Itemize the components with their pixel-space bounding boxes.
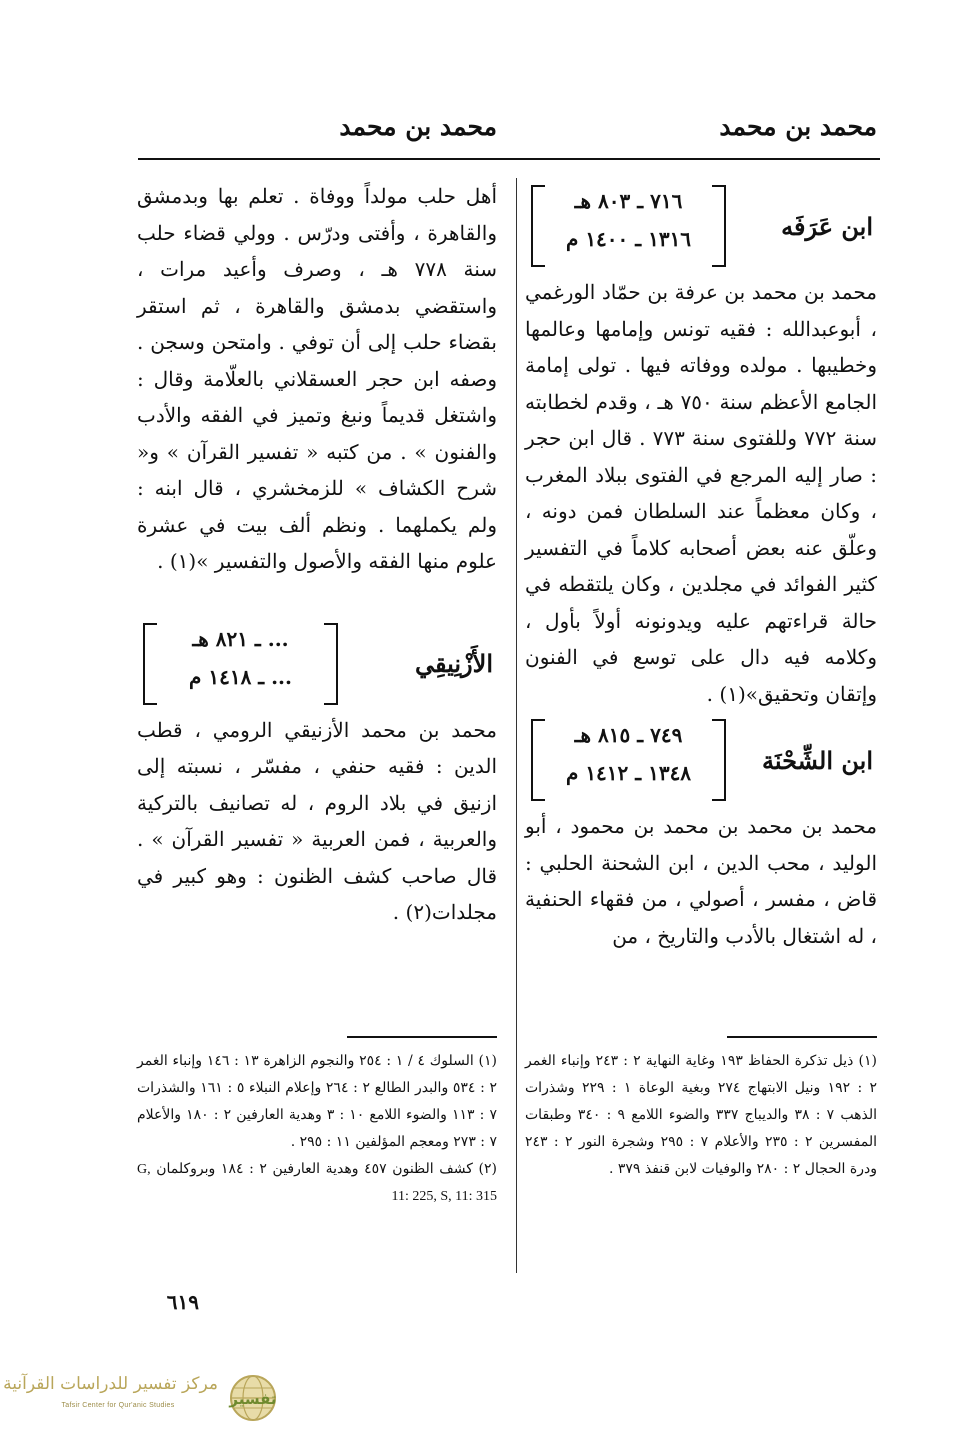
dates-hijri: ... ـ ٨٢١ هـ	[192, 626, 289, 651]
dates-bracket	[531, 719, 726, 801]
footnotes-right	[525, 1048, 877, 1183]
publisher-logo	[3, 1372, 290, 1424]
dates-bracket	[531, 185, 726, 267]
footnote-text: (٢) كشف الظنون ٤٥٧ وهدية العارفين ٢ : ١٨٤ وبروكلمان	[156, 1161, 497, 1177]
entry-name: ابن عَرَفَه	[781, 211, 873, 241]
footnote-latin-ref: G, 11: 225, S, 11: 315	[137, 1162, 497, 1204]
footnote: (١) ذيل تذكرة الحفاظ ١٩٣ وغاية النهاية ٢ : ٢٤٣ وإنباء الغمر ٢ : ١٩٢ ونيل الابتهاج ٢٧٤ وبغية الوعاة ١ : ٢٢٩ وشذرات الذهب ٧ : ٣٨ والديباج ٣٣٧ والضوء اللامع ٩ : ٣٤٠ وطبقات المفسرين ٢ : ٢٣٥ والأعلام ٧ : ٢٩٥ وشجرة النور ٢ : ٢٤٣ ودرة الحجال ٢ : ٢٨٠ والوفيات لابن قنفذ ٣٧٩ .	[525, 1053, 878, 1177]
dates-hijri: ٧٤٩ ـ ٨١٥ هـ	[574, 723, 683, 747]
running-header-left: محمد بن محمد	[339, 112, 497, 141]
entry-heading-ibn-arafa	[525, 178, 877, 274]
entry-name: الأَزْنِيقِي	[414, 649, 493, 678]
dates-gregorian: ١٣٤٨ ـ ١٤١٢ م	[565, 761, 692, 785]
bracket-right	[712, 719, 726, 801]
dates-gregorian: ١٣١٦ ـ ١٤٠٠ م	[565, 227, 692, 251]
page-number: ٦١٩	[166, 1290, 199, 1314]
logo-arabic-text: مركز تفسير للدراسات القرآنية	[3, 1374, 218, 1394]
dates-bracket	[143, 623, 338, 705]
globe-logo-icon	[218, 1372, 288, 1424]
bracket-right	[324, 623, 338, 705]
bracket-left	[531, 719, 545, 801]
bracket-left	[143, 623, 157, 705]
left-column	[137, 178, 497, 931]
entry-heading-ibn-shihna	[525, 712, 877, 808]
logo-english-text: Tafsir Center for Qur'anic Studies	[61, 1402, 175, 1409]
entry-heading-azniqi	[137, 616, 497, 712]
header-rule	[138, 158, 880, 160]
dates-hijri: ٧١٦ ـ ٨٠٣ هـ	[574, 189, 683, 213]
entry-text: محمد بن محمد بن عرفة بن حمّاد الورغمي ، أبوعبدالله : فقيه تونس وإمامها وعالمها وخطيبها . مولده ووفاته فيها . تولى إمامة الجامع الأعظم سنة ٧٥٠ هـ ، وقدم لخطابته سنة ٧٧٢ وللفتوى سنة ٧٧٣ . قال ابن حجر : صار إليه المرجع في الفتوى ببلاد المغرب ، وكان معظماً عند السلطان فمن دونه ، وعلّق عنه بعض أصحابه كلاماً في التفسير كثير الفوائد في مجلدين ، وكان يلتقطه في حالة قراءتهم عليه ويدونونه أولاً بأول ، وكلامه فيه دال على توسع في الفنون وإتقان وتحقيق»(١) .	[525, 280, 878, 706]
entry-text: محمد بن محمد الأزنيقي الرومي ، قطب الدين : فقيه حنفي ، مفسّر ، نسبته إلى ازنيق في بلاد الروم ، له تصانيف بالتركية والعربية ، فمن العربية « تفسير القرآن » . قال صاحب كشف الظنون : وهو كبير في مجلدات(٢) .	[137, 717, 497, 924]
footnote	[137, 1156, 497, 1210]
right-column	[525, 178, 877, 954]
entry-text: محمد بن محمد بن محمد بن محمود ، أبو الوليد ، محب الدين ، ابن الشحنة الحلبي : قاض ، مفسر ، أصولي ، من فقهاء الحنفية ، له اشتغال بالأدب والتاريخ ، من	[525, 814, 877, 948]
bracket-left	[531, 185, 545, 267]
entry-name: ابن الشِّحْنَة	[762, 745, 873, 775]
footnote: (١) السلوك ٤ / ١ : ٢٥٤ والنجوم الزاهرة ١٣ : ١٤٦ وإنباء الغمر ٢ : ٥٣٤ والبدر الطالع ٢ : ٢٦٤ وإعلام النبلاء ٥ : ١٦١ والشذرات ٧ : ١١٣ والضوء اللامع ١٠ : ٣ وهدية العارفين ٢ : ١٨٠ والأعلام ٧ : ٢٧٣ ومعجم المؤلفين ١١ : ٢٩٥ .	[137, 1053, 497, 1150]
logo-mark-text: تفسير	[229, 1390, 277, 1408]
entry-text-continuation: أهل حلب مولداً ووفاة . تعلم بها وبدمشق والقاهرة ، وأفتى ودرّس . وولي قضاء حلب سنة ٧٧٨ هـ ، وصرف وأعيد مرات ، واستقضي بدمشق والقاهرة ، ثم استقر بقضاء حلب إلى أن توفي . وامتحن وسجن . وصفه ابن حجر العسقلاني بالعلّامة وقال : واشتغل قديماً ونبغ وتميز في الفقه والأدب والفنون » . من كتبه « تفسير القرآن » و« شرح الكشاف » للزمخشري ، قال ابنه : ولم يكملهما . ونظم ألف بيت في عشرة علوم منها الفقه والأصول والتفسير »(١) .	[137, 184, 498, 573]
footnote-rule-left	[347, 1036, 497, 1038]
footnotes-left	[137, 1048, 497, 1210]
bracket-right	[712, 185, 726, 267]
dates-gregorian: ... ـ ١٤١٨ م	[188, 664, 292, 689]
running-header-right: محمد بن محمد	[719, 112, 877, 141]
footnote-rule-right	[727, 1036, 877, 1038]
column-divider	[516, 178, 517, 1273]
